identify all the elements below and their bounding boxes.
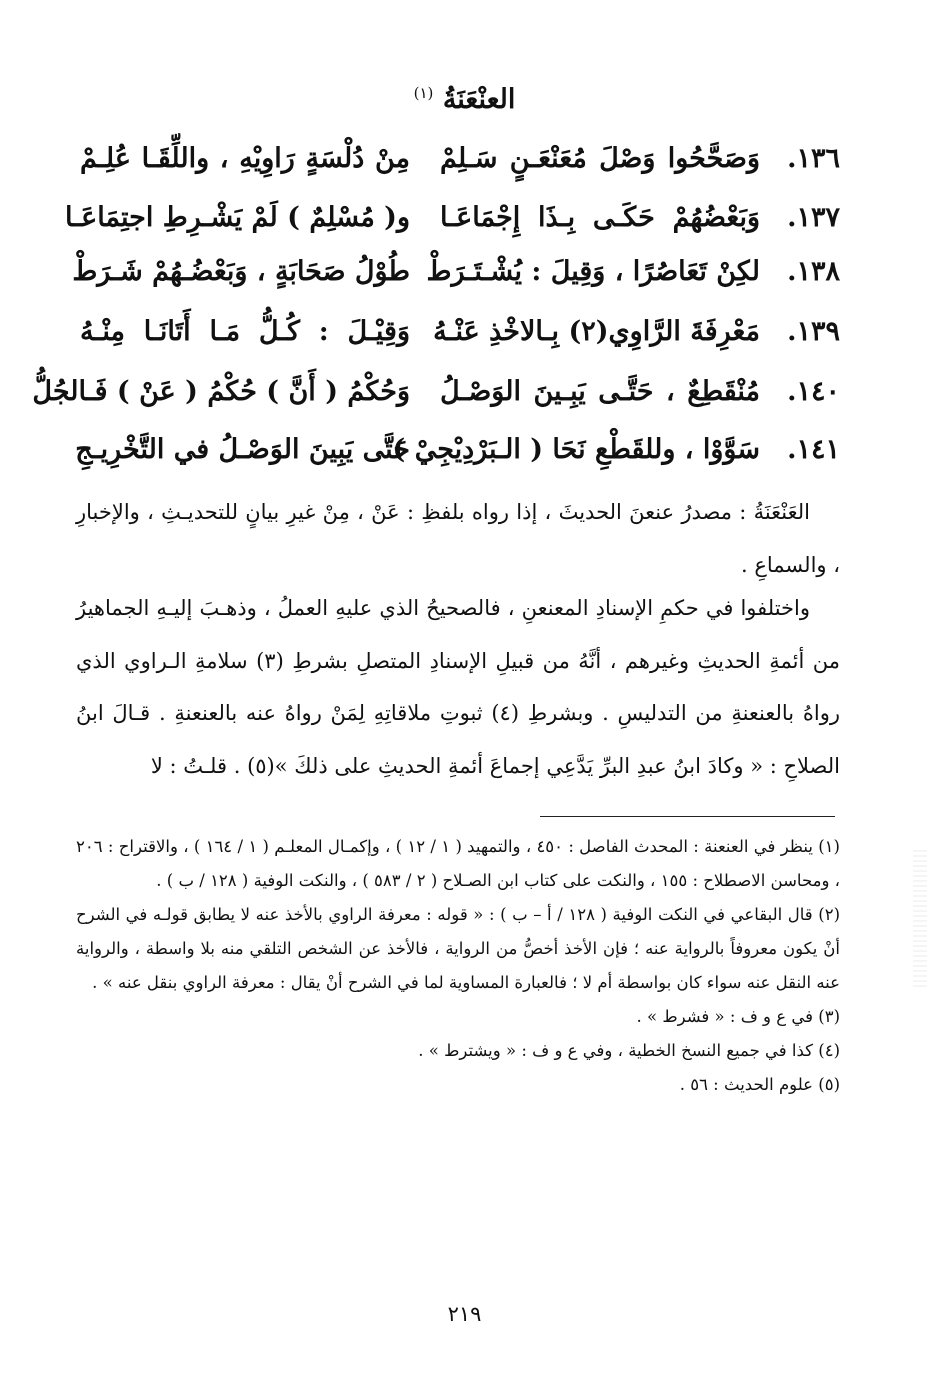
verse-second-hemistich: وَقِيْـلَ : كُـلُّ مَـا أَتَانَـا مِنْـهُ [80,316,410,347]
footnote-3: (٣) في ع و ف : « فشرط » . [636,1007,840,1026]
page-number: ٢١٩ [447,1302,482,1326]
footnote-1: (١) ينظر في العنعنة : المحدث الفاصل : ٤٥٠ ، والتمهيد ( ١ / ١٢ ) ، وإكمـال المعلـم ( ١ / ١٦٤ ) ، والاقتراح : ٢٠٦ ، ومحاسن الاصطلاح : ١٥٥ ، والنكت على كتاب ابن الصـلاح ( ٢ / ٥٨٣ ) ، والنكت الوفية ( ١٢٨ / ب ) . [76,837,840,890]
verse-line [75,434,840,480]
definition-paragraph: العَنْعَنَةُ : مصدرُ عنعنَ الحديثَ ، إذا رواه بلفظِ : عَنْ ، مِنْ غيرِ بيانٍ للتحديـثِ ، والإخبارِ ، والسماعِ . [76,500,840,577]
verse-first-hemistich: وَبَعْضُهُمْ حَكَـى بِـذَا إِجْمَاعَـا [440,202,760,233]
section-title [0,84,929,115]
verse-line [32,376,840,422]
verse-second-hemistich: وَحُكْمُ ( أَنَّ ) حُكْمُ ( عَنْ ) فَـالجُلُّ [32,376,410,407]
verse-first-hemistich: لكِنْ تَعَاصُرًا ، وَقِيلَ : يُشْـتَـرَطْ [426,256,760,287]
ruling-paragraph: واختلفوا في حكمِ الإسنادِ المعنعنِ ، فالصحيحُ الذي عليهِ العملُ ، وذهـبَ إليـهِ الجماهيرُ من أئمةِ الحديثِ وغيرهم ، أنَّهُ من قبيلِ الإسنادِ المتصلِ بشرطِ (٣) سلامةِ الـراوي الذي رواهُ بالعنعنةِ من التدليسِ . وبشرطِ (٤) ثبوتِ ملاقاتِهِ لِمَنْ رواهُ عنه بالعنعنةِ . قـالَ ابنُ الصلاحِ : « وكادَ ابنُ عبدِ البرِّ يَدَّعِي إجماعَ أئمةِ الحديثِ على ذلكَ »(٥) . قلـتُ : لا [76,596,841,778]
verse-line [64,202,840,248]
footnote-5: (٥) علوم الحديث : ٥٦ . [679,1075,840,1094]
verse-number: ١٤١. [787,434,840,465]
verse-second-hemistich: مِنْ دُلْسَةٍ رَاوِيْهِ ، واللِّقَـا عُلِـمْ [80,143,410,174]
verse-number: ١٤٠. [787,376,840,407]
verse-first-hemistich: سَوَّوْا ، وللقَطْعِ نَحَا ( الـبَرْدِيْجِيْ ) [392,434,760,465]
verse-number: ١٣٦. [787,143,840,174]
footnote-2: (٢) قال البقاعي في النكت الوفية ( ١٢٨ / أ – ب ) : « قوله : معرفة الراوي بالأخذ عنه لا يطابق قولـه في الشرح أنْ يكون معروفاً بالرواية عنه ؛ فإن الأخذ أخصُّ من الرواية ، فالأخذ عن الشخص التلقي منه بلا واسطة ، والرواية عنه النقل عنه سواء كان بواسطة أم لا ؛ فالعبارة المساوية لما في الشرح أنْ يقال : معرفة الراوي بنقل عنه » . [76,905,840,992]
verse-first-hemistich: مَعْرِفَةَ الرَّاوِي(٢) بِـالاخْذِ عَنْـهُ [433,316,760,347]
verse-second-hemistich: و( مُسْلِمٌ ) لَمْ يَشْـرِطِ اجتِمَاعَـا [64,202,410,233]
verse-number: ١٣٨. [787,256,840,287]
section-title-text: العنْعَنَةُ [442,84,516,115]
footnotes [76,830,840,1102]
footnote-4: (٤) كذا في جميع النسخ الخطية ، وفي ع و ف : « ويشترط » . [418,1041,840,1060]
verse-first-hemistich: وَصَحَّحُوا وَصْلَ مُعَنْعَـنٍ سَـلِمْ [440,143,760,174]
verse-line [72,256,840,302]
title-footnote-marker: (١) [413,84,434,102]
verse-number: ١٣٧. [787,202,840,233]
verse-line [80,143,840,189]
verse-line [80,316,840,362]
commentary-paragraph [76,486,840,591]
verse-second-hemistich: طُوْلُ صَحَابَةٍ ، وَبَعْضُـهُمْ شَـرَطْ [72,256,410,287]
commentary-paragraph [76,582,840,792]
footnote-separator [540,816,835,817]
verse-first-hemistich: مُنْقَطِعٌ ، حَتَّـى يَبِـينَ الوَصْـلُ [440,376,760,407]
verse-second-hemistich: حَتَّى يَبِينَ الوَصْـلُ في التَّخْرِيـجِ [75,434,410,465]
scan-edge-mark [913,850,927,990]
verse-number: ١٣٩. [787,316,840,347]
